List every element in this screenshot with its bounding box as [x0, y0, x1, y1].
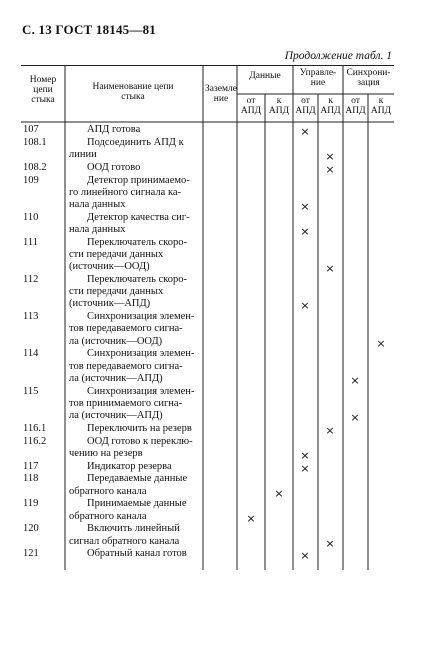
row-mark: × — [274, 486, 284, 500]
header-sync: Синхрони- зация — [346, 68, 391, 88]
row-mark: × — [325, 262, 335, 276]
row-mark: × — [300, 225, 310, 238]
row-mark: × — [300, 200, 310, 213]
row-name-line: Передаваемые данные — [87, 473, 188, 485]
row-number: 111 — [23, 236, 38, 248]
row-name-line: тов передаваемого сигна- — [69, 323, 183, 335]
row-name-line: Детектор качества сиг- — [87, 211, 190, 223]
row-name-line: АПД готова — [87, 124, 141, 135]
header-sync-to-apd: к АПД — [370, 96, 392, 116]
row-name-line: Детектор принимаемо- — [87, 174, 190, 186]
row-number: 118 — [23, 473, 39, 485]
row-name-line: ООД готово к переклю- — [87, 435, 193, 447]
row-number: 108.2 — [23, 161, 47, 173]
row-name-line: сти передачи данных — [69, 286, 164, 298]
row-name-line: го линейного сигнала ка- — [69, 186, 182, 198]
row-mark: × — [350, 411, 360, 424]
row-mark: × — [325, 150, 335, 163]
row-mark: × — [300, 448, 310, 462]
header-data-to-apd: к АПД — [268, 96, 290, 116]
row-name-line: нала данных — [69, 199, 126, 210]
row-name-line: (источник—АПД) — [69, 298, 151, 310]
row-name-line: Синхронизация элемен- — [87, 311, 195, 323]
row-number: 112 — [23, 274, 39, 285]
row-name-line: Синхронизация элемен- — [87, 348, 195, 360]
row-name-line: ООД готово — [87, 161, 141, 173]
row-name-line: линии — [69, 149, 97, 160]
row-name-line: нала данных — [69, 224, 126, 235]
header-data: Данные — [249, 71, 281, 81]
row-number: 113 — [23, 311, 39, 323]
row-name-line: Обратный канал готов — [87, 548, 187, 560]
row-number: 115 — [23, 385, 39, 397]
row-number: 109 — [23, 174, 39, 186]
row-mark: × — [325, 423, 335, 437]
row-name-line: Принимаемые данные — [87, 498, 187, 510]
row-number: 116.2 — [23, 435, 47, 447]
row-number: 121 — [23, 548, 39, 560]
row-name-line: обратного канала — [69, 510, 147, 522]
row-number: 116.1 — [23, 422, 47, 434]
header-control-to-apd: к АПД — [320, 96, 341, 116]
signal-table — [21, 65, 394, 570]
row-number: 120 — [23, 523, 39, 535]
header-number: Номер цепи стыка — [29, 75, 57, 105]
row-mark: × — [300, 549, 310, 563]
row-name-line: ла (источник—АПД) — [69, 372, 163, 384]
row-number: 107 — [23, 124, 39, 135]
row-name-line: тов принимаемого сигна- — [69, 397, 183, 409]
row-number: 119 — [23, 498, 39, 510]
row-name-line: ла (источник—АПД) — [69, 410, 163, 421]
row-name-line: Синхронизация элемен- — [87, 385, 195, 397]
row-mark: × — [246, 511, 256, 525]
row-name-line: (источник—ООД) — [69, 261, 150, 273]
header-control: Управле- ние — [299, 68, 337, 88]
row-mark: × — [376, 336, 386, 350]
row-name-line: Переключатель скоро- — [87, 274, 187, 285]
row-number: 117 — [23, 460, 39, 472]
row-name-line: Включить линейный — [87, 523, 180, 535]
row-name-line: тов передаваемого сигна- — [69, 360, 183, 372]
row-name-line: ла (источник—ООД) — [69, 335, 163, 347]
row-number: 110 — [23, 211, 39, 223]
row-name-line: Индикатор резерва — [87, 460, 172, 472]
header-control-from-apd: от АПД — [295, 96, 316, 116]
row-number: 114 — [23, 348, 39, 360]
header-sync-from-apd: от АПД — [345, 96, 366, 116]
page-header: С. 13 ГОСТ 18145—81 — [22, 22, 156, 37]
row-name-line: сигнал обратного канала — [69, 535, 180, 547]
row-name-line: Переключить на резерв — [87, 422, 192, 434]
table-continuation-label: Продолжение табл. 1 — [284, 50, 392, 62]
row-mark: × — [350, 373, 360, 387]
row-name-line: Переключатель скоро- — [87, 236, 187, 248]
row-mark: × — [300, 125, 310, 138]
row-number: 108.1 — [23, 136, 47, 148]
row-name-line: сти передачи данных — [69, 249, 164, 260]
row-mark: × — [300, 461, 310, 475]
row-name-line: обратного канала — [69, 485, 147, 497]
row-name-line: Подсоединить АПД к — [87, 136, 184, 148]
header-name: Наименование цепи стыка — [92, 82, 174, 102]
row-mark: × — [325, 162, 335, 176]
row-mark: × — [325, 536, 335, 550]
header-ground: Заземление — [205, 84, 237, 104]
header-data-from-apd: от АПД — [240, 96, 262, 116]
row-name-line: чению на резерв — [69, 447, 143, 459]
row-mark: × — [300, 299, 310, 313]
